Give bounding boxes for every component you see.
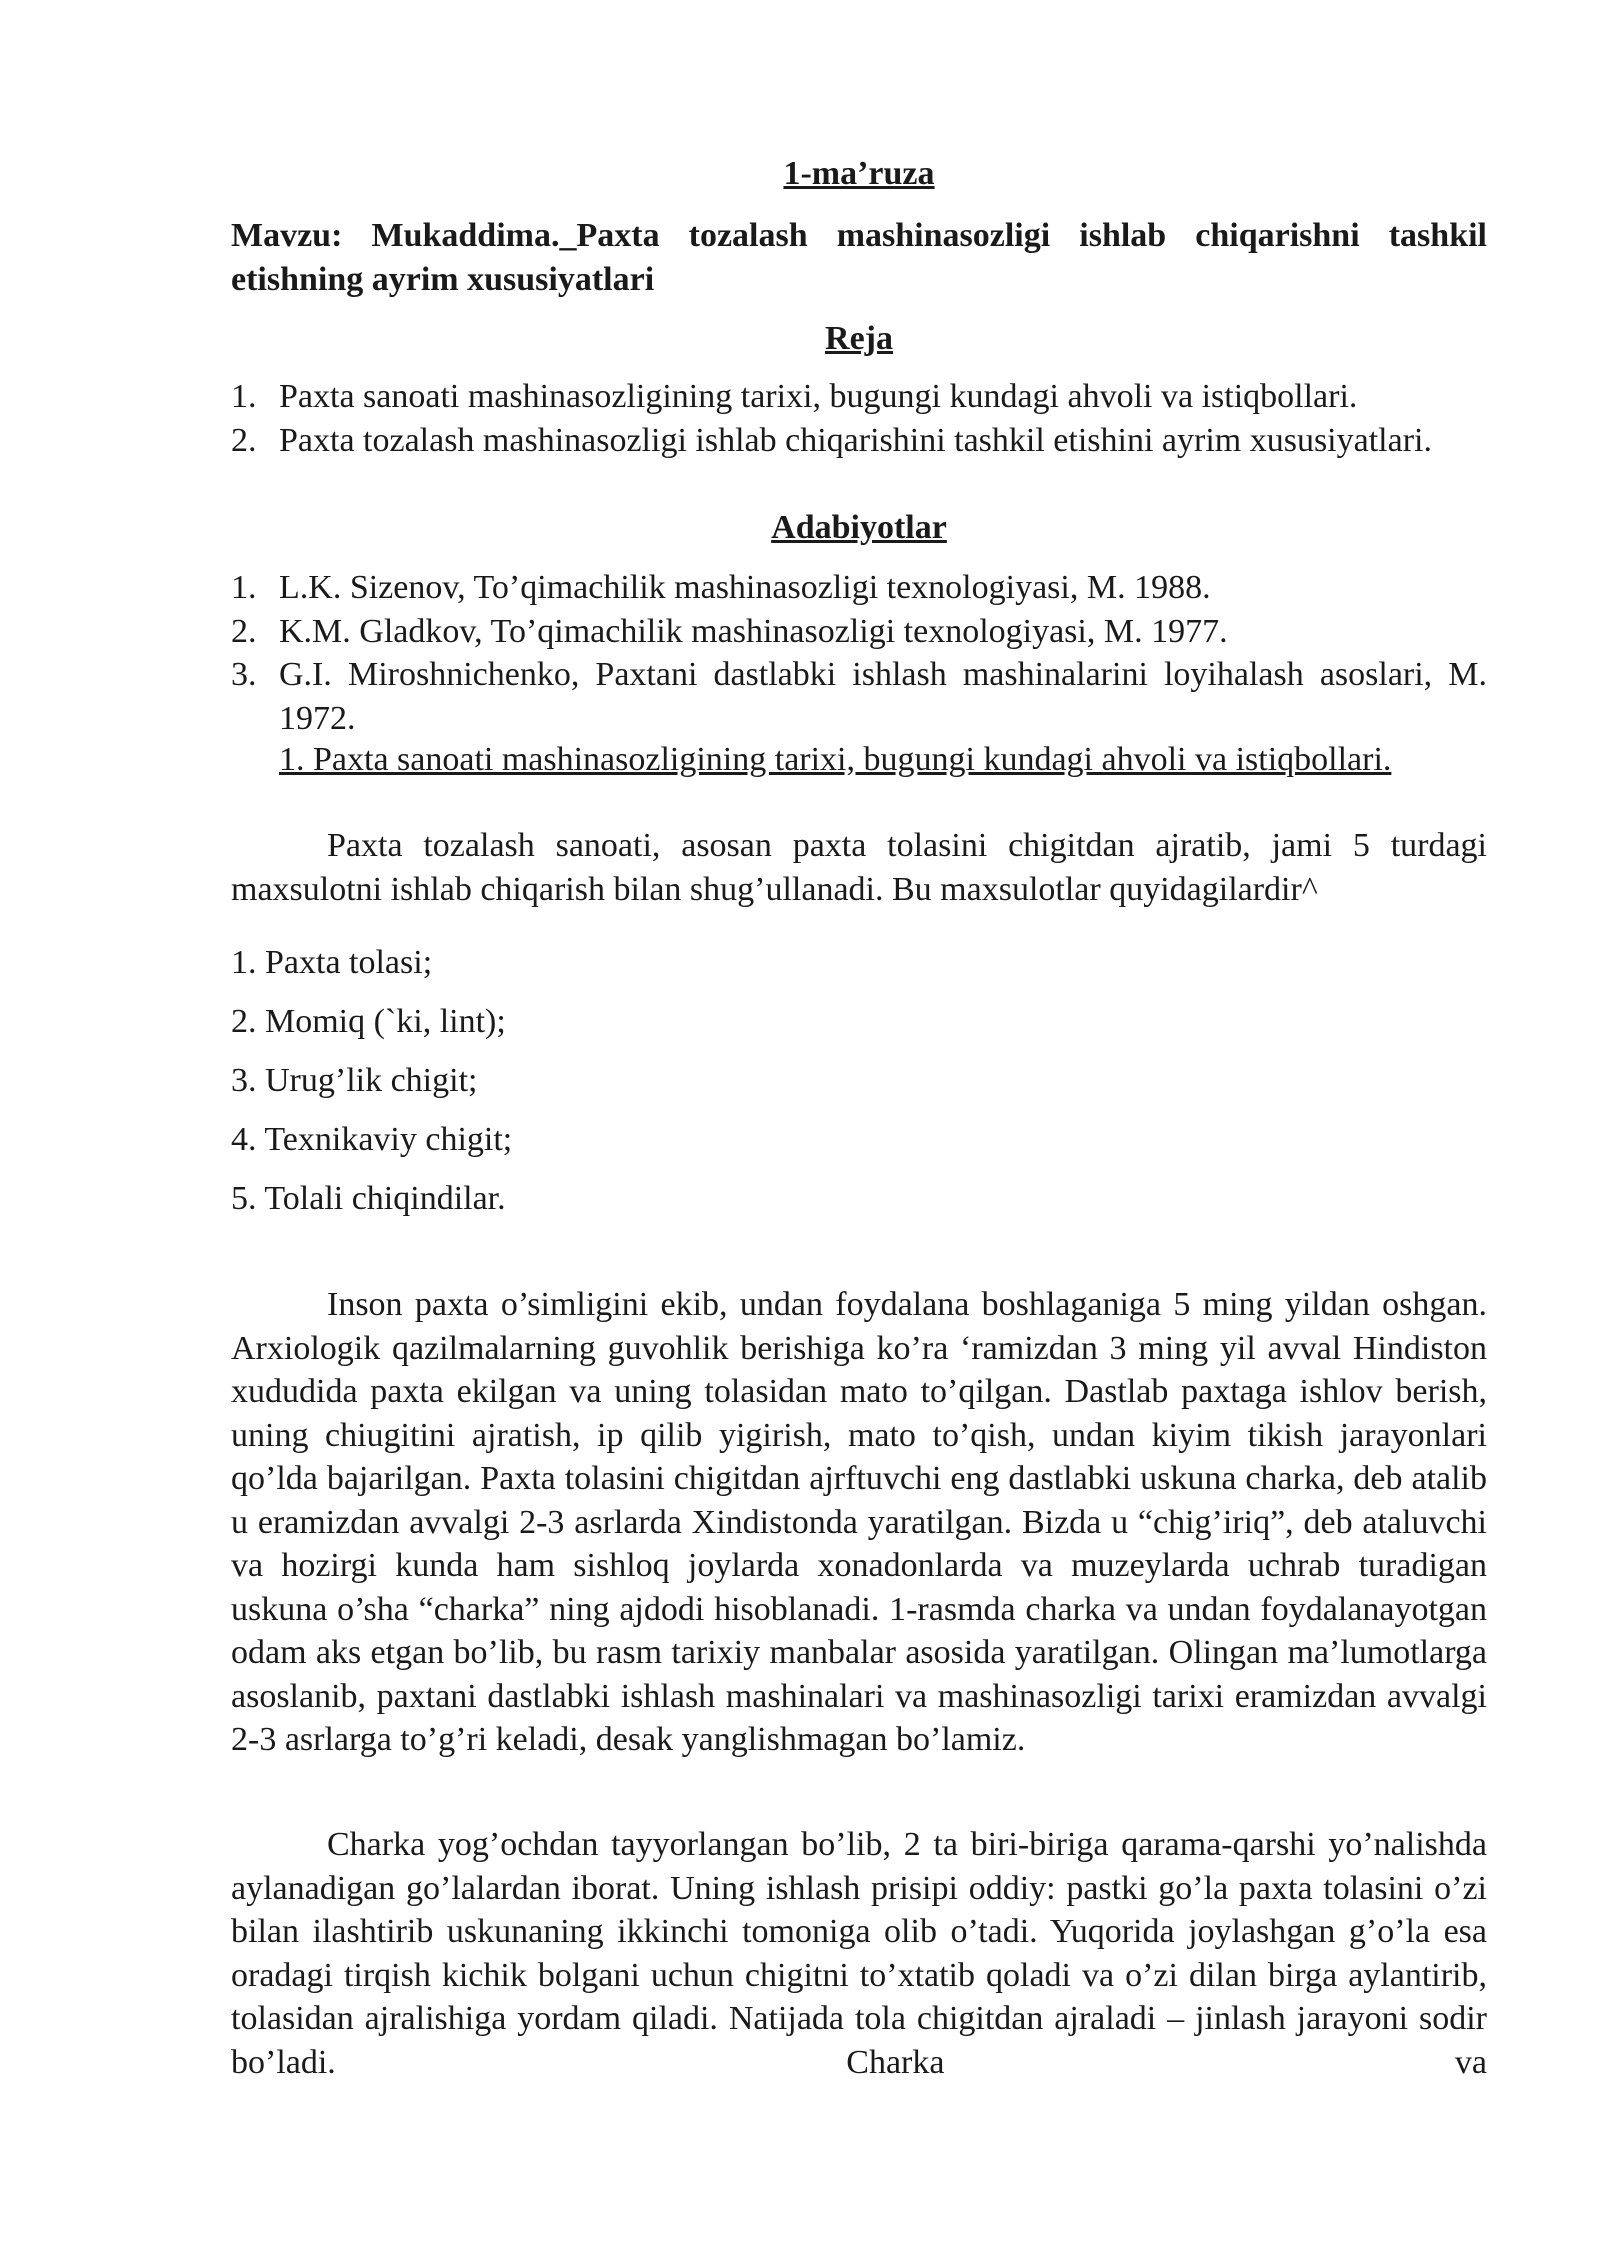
product-item: 3. Urug’lik chigit; [231,1062,478,1099]
plan-item-number: 2. [231,421,257,459]
plan-item [231,375,1487,419]
plan-item-number: 1. [231,378,257,415]
literature-item [231,610,1487,654]
paragraph-intro: Paxta tozalash sanoati, asosan paxta tolasini chigitdan ajratib, jami 5 turdagi maxsulotni ishlab chiqarish bilan shug’ullanadi. Bu maxsulotlar quyidagilardir^ [231,827,1487,908]
literature-item-number: 3. [231,656,257,693]
literature-item-text: G.I. Miroshnichenko, Paxtani dastlabki ishlash mashinalarini loyihalash asoslari, M. 1972. [279,656,1487,737]
plan-item-text: Paxta tozalash mashinasozligi ishlab chiqarishini tashkil etishini ayrim xususiyatlari. [279,421,1432,459]
section-heading: 1. Paxta sanoati mashinasozligining tarixi, bugungi kundagi ahvoli va istiqbollari. [279,741,1392,778]
literature-item-text: L.K. Sizenov, To’qimachilik mashinasozligi texnologiyasi, M. 1988. [279,569,1211,606]
plan-item-text: Paxta sanoati mashinasozligining tarixi, bugungi kundagi ahvoli va istiqbollari. [279,378,1358,415]
topic-heading: Mavzu: Mukaddima._Paxta tozalash mashinasozligi ishlab chiqarishni tashkil etishning ayrim xususiyatlari [231,217,1487,298]
plan-item [231,419,1487,463]
lecture-title: 1-ma’ruza [783,155,935,192]
literature-item-text: K.M. Gladkov, To’qimachilik mashinasozligi texnologiyasi, M. 1977. [279,612,1228,650]
literature-item-number: 1. [231,569,257,606]
literature-item-number: 2. [231,612,257,650]
literature-heading: Adabiyotlar [771,509,947,546]
product-item: 4. Texnikaviy chigit; [231,1121,513,1158]
literature-item [231,566,1487,610]
product-item: 5. Tolali chiqindilar. [231,1180,506,1217]
plan-heading: Reja [825,320,893,357]
literature-item [231,653,1487,740]
paragraph-charka: Charka yog’ochdan tayyorlangan bo’lib, 2 ta biri-biriga qarama-qarshi yo’nalishda aylanadigan go’lalardan iborat. Uning ishlash prisipi oddiy: pastki go’la paxta tolasini o’zi bilan ilashtirib uskunaning ikkinchi tomoniga olib o’tadi. Yuqorida joylashgan g’o’la esa oradagi tirqish kichik bolgani uchun chigitni to’xtatib qoladi va o’zi dilan birga aylantirib, tolasidan ajralishiga yordam qiladi. Natijada tola chigitdan ajraladi – jinlash jarayoni sodir bo’ladi. Charka va [231,1826,1487,2081]
literature-list [231,566,1487,740]
product-item: 1. Paxta tolasi; [231,944,433,981]
product-item: 2. Momiq (`ki, lint); [231,1003,506,1040]
plan-list [231,375,1487,462]
paragraph-history: Inson paxta o’simligini ekib, undan foydalana boshlaganiga 5 ming yildan oshgan. Arxiologik qazilmalarning guvohlik berishiga ko’ra ‘ramizdan 3 ming yil avval Hindiston xududida paxta ekilgan va uning tolasidan mato to’qilgan. Dastlab paxtaga ishlov berish, uning chiugitini ajratish, ip qilib yigirish, mato to’qish, undan kiyim tikish jarayonlari qo’lda bajarilgan. Paxta tolasini chigitdan ajrftuvchi eng dastlabki uskuna charka, deb atalib u eramizdan avvalgi 2-3 asrlarda Xindistonda yaratilgan. Bizda u “chig’iriq”, deb ataluvchi va hozirgi kunda ham sishloq joylarda xonadonlarda va muzeylarda uchrab turadigan uskuna o’sha “charka” ning ajdodi hisoblanadi. 1-rasmda charka va undan foydalanayotgan odam aks etgan bo’lib, bu rasm tarixiy manbalar asosida yaratilgan. Olingan ma’lumotlarga asoslanib, paxtani dastlabki ishlash mashinalari va mashinasozligi tarixi eramizdan avvalgi 2-3 asrlarga to’g’ri keladi, desak yanglishmagan bo’lamiz. [231,1286,1487,1758]
